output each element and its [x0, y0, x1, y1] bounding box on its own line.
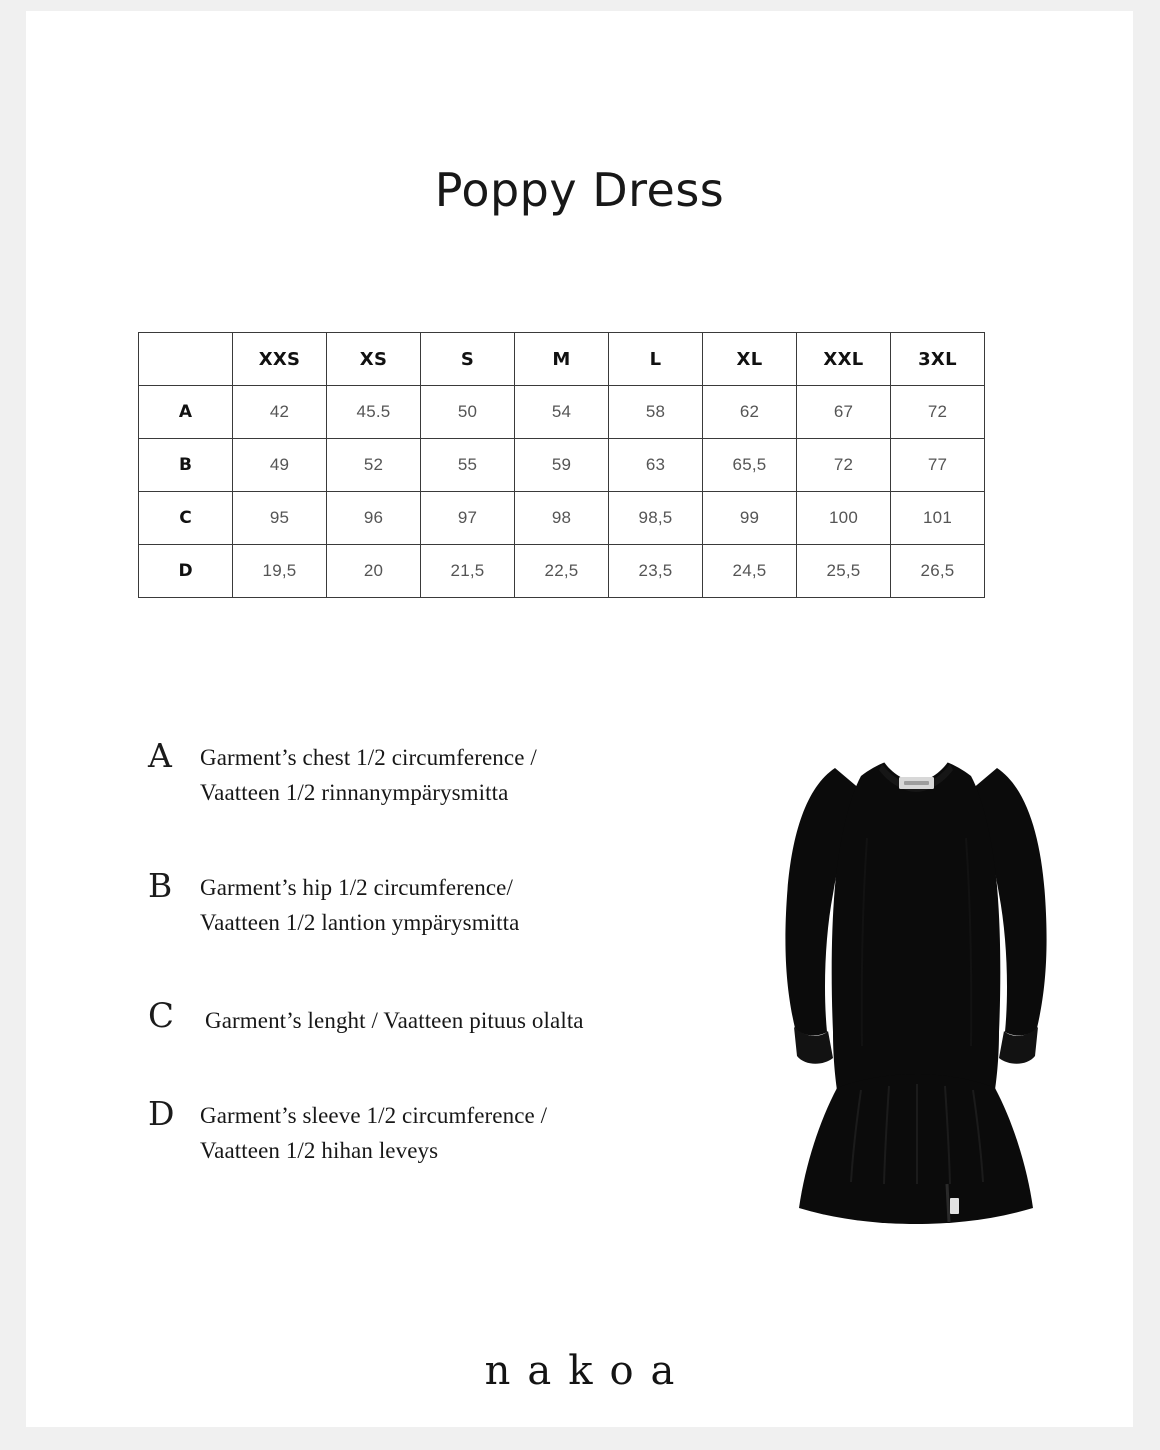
- row-label-b: B: [139, 439, 233, 492]
- cell-c-l: 98,5: [609, 492, 703, 545]
- cell-b-3xl: 77: [891, 439, 985, 492]
- cell-d-s: 21,5: [421, 545, 515, 598]
- legend-text-b-line2: Vaatteen 1/2 lantion ympärysmitta: [200, 910, 520, 935]
- column-header-l: L: [609, 333, 703, 386]
- legend-text-b: [200, 867, 519, 940]
- cell-d-xxl: 25,5: [797, 545, 891, 598]
- table-row: [139, 545, 985, 598]
- legend-item-a: [138, 737, 698, 810]
- cell-c-xl: 99: [703, 492, 797, 545]
- cell-c-m: 98: [515, 492, 609, 545]
- cell-b-m: 59: [515, 439, 609, 492]
- cell-d-3xl: 26,5: [891, 545, 985, 598]
- legend-text-c-line1: Garment’s lenght / Vaatteen pituus olalta: [205, 1008, 584, 1033]
- cell-b-xxs: 49: [233, 439, 327, 492]
- cell-c-xxs: 95: [233, 492, 327, 545]
- legend-item-b: [138, 867, 698, 940]
- cell-a-xs: 45.5: [327, 386, 421, 439]
- cell-a-xxs: 42: [233, 386, 327, 439]
- column-header-3xl: 3XL: [891, 333, 985, 386]
- table-header-row: [139, 333, 985, 386]
- cell-a-xxl: 67: [797, 386, 891, 439]
- cell-d-xxs: 19,5: [233, 545, 327, 598]
- table-row: [139, 492, 985, 545]
- legend-letter-c: C: [148, 996, 175, 1036]
- legend-item-d: [138, 1095, 698, 1168]
- column-header-xxs: XXS: [233, 333, 327, 386]
- table-corner-cell: [139, 333, 233, 386]
- legend-letter-a: A: [148, 736, 172, 775]
- legend-text-a-line2: Vaatteen 1/2 rinnanympärysmitta: [200, 780, 509, 805]
- row-label-a: A: [139, 386, 233, 439]
- legend-text-b-line1: Garment’s hip 1/2 circumference/: [200, 875, 513, 900]
- brand-logo: nakoa: [484, 1348, 692, 1394]
- cell-c-3xl: 101: [891, 492, 985, 545]
- cell-c-s: 97: [421, 492, 515, 545]
- legend-text-c: [200, 997, 584, 1038]
- cell-b-s: 55: [421, 439, 515, 492]
- cell-b-l: 63: [609, 439, 703, 492]
- measurement-legend: [138, 737, 698, 1168]
- cell-b-xs: 52: [327, 439, 421, 492]
- cell-a-3xl: 72: [891, 386, 985, 439]
- cell-a-m: 54: [515, 386, 609, 439]
- row-label-d: D: [139, 545, 233, 598]
- cell-b-xxl: 72: [797, 439, 891, 492]
- legend-text-d: [200, 1095, 547, 1168]
- column-header-m: M: [515, 333, 609, 386]
- legend-text-d-line2: Vaatteen 1/2 hihan leveys: [200, 1138, 439, 1163]
- legend-letter-d: D: [148, 1094, 175, 1133]
- cell-c-xs: 96: [327, 492, 421, 545]
- cell-d-l: 23,5: [609, 545, 703, 598]
- cell-a-xl: 62: [703, 386, 797, 439]
- table-row: [139, 386, 985, 439]
- size-chart-table: [138, 332, 985, 598]
- page-card: [26, 11, 1133, 1427]
- column-header-xs: XS: [327, 333, 421, 386]
- cell-d-xl: 24,5: [703, 545, 797, 598]
- legend-text-a-line1: Garment’s chest 1/2 circumference /: [200, 745, 537, 770]
- legend-item-c: [138, 997, 698, 1038]
- cell-b-xl: 65,5: [703, 439, 797, 492]
- cell-c-xxl: 100: [797, 492, 891, 545]
- cell-a-l: 58: [609, 386, 703, 439]
- dress-illustration: [785, 752, 1046, 1224]
- cell-a-s: 50: [421, 386, 515, 439]
- column-header-xxl: XXL: [797, 333, 891, 386]
- legend-text-d-line1: Garment’s sleeve 1/2 circumference /: [200, 1103, 548, 1128]
- legend-letter-b: B: [148, 866, 173, 905]
- page-title: Poppy Dress: [434, 163, 725, 217]
- row-label-c: C: [139, 492, 233, 545]
- cell-d-xs: 20: [327, 545, 421, 598]
- product-image-dress: [761, 746, 1071, 1226]
- legend-text-a: [200, 737, 537, 810]
- column-header-s: S: [421, 333, 515, 386]
- cell-d-m: 22,5: [515, 545, 609, 598]
- table-row: [139, 439, 985, 492]
- column-header-xl: XL: [703, 333, 797, 386]
